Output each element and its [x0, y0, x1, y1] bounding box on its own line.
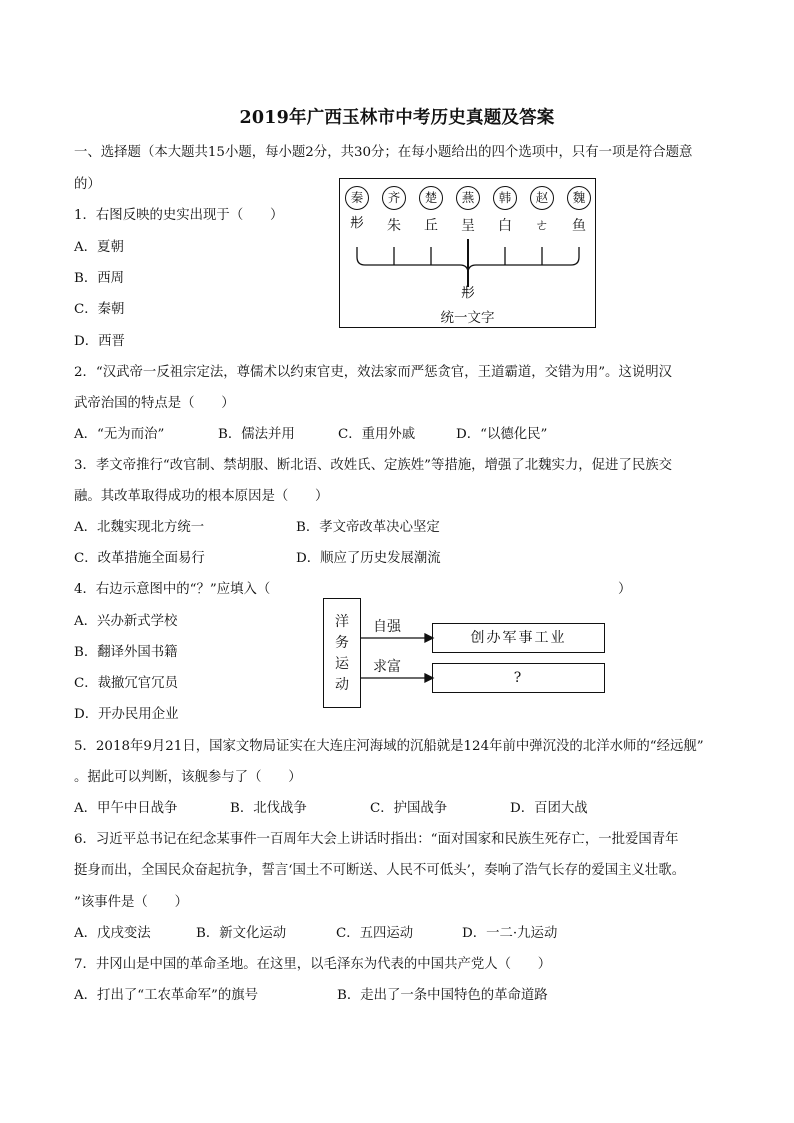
seal-glyph-qi: 朱: [387, 218, 401, 234]
q1-figure-unified-script: [339, 178, 596, 328]
q3-option-d: D．顺应了历史发展潮流: [296, 551, 441, 566]
q2-stem-line1: 2．“汉武帝一反祖宗定法，尊儒术以约束官吏，效法家而严惩贪官，王道霸道，交错为用”。这说明汉: [74, 365, 673, 380]
state-chu: 楚: [419, 186, 443, 210]
q4-stem: 4．右边示意图中的“？”应填入（: [74, 582, 271, 597]
seal-glyph-chu: 丘: [424, 218, 438, 234]
state-yan: 燕: [456, 186, 480, 210]
q2-stem-line2: 武帝治国的特点是（ ）: [74, 396, 235, 411]
state-han: 韩: [493, 186, 517, 210]
q3-stem-line2: 融。其改革取得成功的根本原因是（ ）: [74, 489, 329, 504]
state-wei: 魏: [567, 186, 591, 210]
q2-option-a: A．“无为而治”: [74, 427, 165, 442]
q6-option-a: A．戊戌变法: [74, 926, 151, 941]
q6-option-b: B．新文化运动: [196, 926, 287, 941]
q2-option-c: C．重用外戚: [338, 427, 416, 442]
q1-option-d: D．西晋: [74, 334, 125, 349]
box-char-4: 动: [335, 677, 349, 693]
q3-stem-line1: 3．孝文帝推行“改官制、禁胡服、断北语、改姓氏、定族姓”等措施，增强了北魏实力，促进了民族交: [74, 458, 673, 473]
q1-option-a: A．夏朝: [74, 240, 124, 255]
q4-stem-close-paren: ）: [618, 582, 632, 597]
q4-option-b: B．翻译外国书籍: [74, 645, 178, 660]
q6-option-c: C．五四运动: [336, 926, 414, 941]
q1-option-c: C．秦朝: [74, 302, 125, 317]
box-char-3: 运: [335, 656, 349, 672]
seal-glyph-wei: 鱼: [572, 218, 586, 234]
q5-stem-line1: 5．2018年9月21日，国家文物局证实在大连庄河海域的沉船就是124年前中弹沉没的北洋水师的“经远舰”: [74, 739, 704, 754]
q2-option-b: B．儒法并用: [218, 427, 295, 442]
q3-option-b: B．孝文帝改革决心坚定: [296, 520, 440, 535]
q5-stem-line2: 。据此可以判断，该舰参与了（ ）: [74, 770, 302, 785]
q5-option-c: C．护国战争: [370, 801, 448, 816]
q1-stem: 1．右图反映的史实出现于（ ）: [74, 208, 284, 223]
q4-figure-arrows: [323, 598, 607, 710]
state-zhao: 赵: [530, 186, 554, 210]
section-instructions-line1: 一、选择题（本大题共15小题，每小题2分，共30分；在每小题给出的四个选项中，只有一项是符合题意: [74, 145, 693, 160]
seal-glyph-qin: 𢒈: [350, 215, 364, 231]
seal-glyph-yan: 呈: [461, 218, 475, 234]
q5-option-d: D．百团大战: [510, 801, 588, 816]
seal-glyph-zhao: ㄜ: [535, 218, 549, 234]
q6-stem-line3: ”该事件是（ ）: [74, 895, 188, 910]
q2-option-d: D．“以德化民”: [456, 427, 548, 442]
q6-stem-line2: 挺身而出，全国民众奋起抗争，誓言‘国土不可断送、人民不可低头’，奏响了浩气长存的爱国主义壮歌。: [74, 863, 686, 878]
q4-figure-westernization-diagram: [323, 598, 607, 710]
westernization-movement-box: [323, 598, 361, 708]
q6-option-d: D．一二·九运动: [462, 926, 558, 941]
section-instructions-line2: 的）: [74, 177, 101, 192]
q7-stem: 7．井冈山是中国的革命圣地。在这里，以毛泽东为代表的中国共产党人（ ）: [74, 957, 552, 972]
q5-option-b: B．北伐战争: [230, 801, 307, 816]
box-char-1: 洋: [335, 614, 349, 630]
q6-stem-line1: 6．习近平总书记在纪念某事件一百周年大会上讲话时指出：“面对国家和民族生死存亡，一批爱国青年: [74, 832, 679, 847]
question-mark-box: ?: [432, 663, 605, 693]
q1-option-b: B．西周: [74, 271, 125, 286]
branch-seeking-wealth-label: 求富: [373, 659, 401, 675]
q4-option-d: D．开办民用企业: [74, 707, 179, 722]
q1-figure-caption: 统一文字: [440, 310, 495, 326]
q4-option-a: A．兴办新式学校: [74, 614, 178, 629]
q4-option-c: C．裁撤冗官冗员: [74, 676, 178, 691]
military-industry-box: 创办军事工业: [432, 623, 605, 653]
q3-option-c: C．改革措施全面易行: [74, 551, 205, 566]
box-char-2: 务: [335, 635, 349, 651]
q7-option-b: B．走出了一条中国特色的革命道路: [337, 988, 548, 1003]
q3-option-a: A．北魏实现北方统一: [74, 520, 205, 535]
q7-option-a: A．打出了“工农革命军”的旗号: [74, 988, 259, 1003]
document-title: 2019年广西玉林市中考历史真题及答案: [239, 108, 555, 128]
unified-seal-glyph: 𢒈: [461, 285, 475, 301]
branch-self-strengthening-label: 自强: [373, 619, 401, 635]
state-qin: 秦: [345, 186, 369, 210]
seal-glyph-han: 白: [498, 218, 512, 234]
state-qi: 齐: [382, 186, 406, 210]
q5-option-a: A．甲午中日战争: [74, 801, 178, 816]
